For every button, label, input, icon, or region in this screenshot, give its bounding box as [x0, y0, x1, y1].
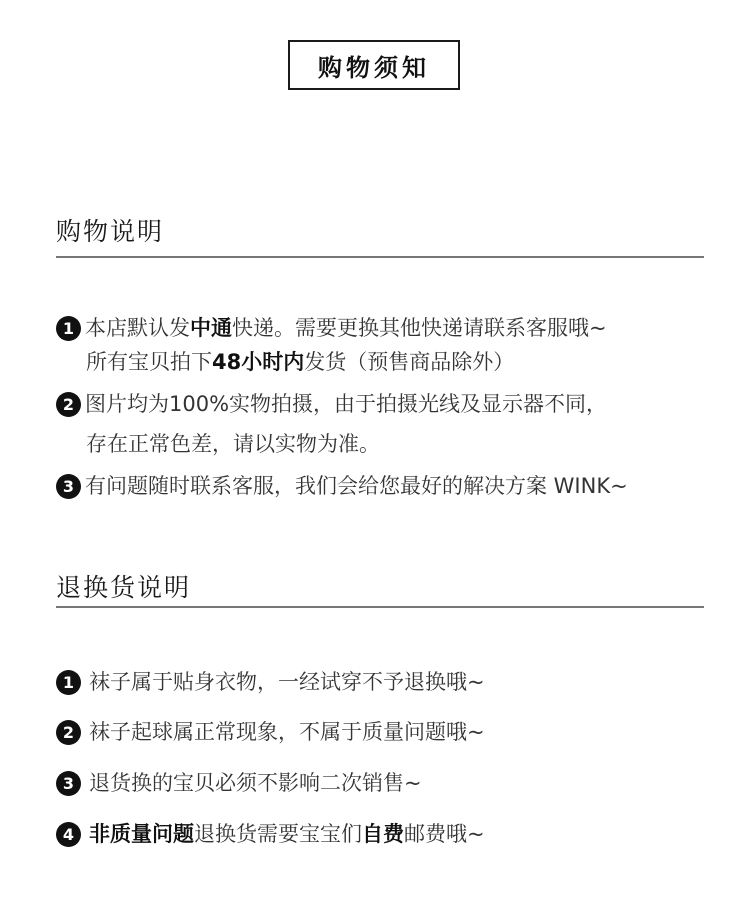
shopping-item-1-line-1 [56, 316, 607, 341]
shopping-item-2-line-2 [86, 434, 380, 455]
page-title [288, 40, 460, 90]
number-1-icon: 1 [56, 670, 81, 695]
shopping-item-1-text-a: 本店默认发 [85, 316, 190, 340]
shopping-item-2-text-a: 图片均为100%实物拍摄，由于拍摄光线及显示器不同， [85, 392, 608, 416]
number-3-icon: 3 [56, 771, 81, 796]
shopping-item-3-line-1 [56, 474, 628, 499]
returns-item-4-text-b: 退换货需要宝宝们 [194, 822, 362, 846]
returns-item-1-text: 袜子属于贴身衣物，一经试穿不予退换哦~ [89, 670, 485, 694]
shopping-item-1-courier: 中通 [190, 316, 232, 340]
number-1-icon: 1 [56, 316, 81, 341]
returns-notes-heading: 退换货说明 [56, 573, 192, 602]
returns-notes-divider [56, 606, 704, 608]
shopping-item-1-line-2 [86, 352, 514, 373]
returns-item-4-non-quality: 非质量问题 [89, 822, 194, 846]
number-2-icon: 2 [56, 392, 81, 417]
number-2-icon: 2 [56, 720, 81, 745]
shopping-item-2-line-1 [56, 392, 607, 417]
returns-item-3 [56, 771, 422, 796]
returns-item-4 [56, 822, 485, 847]
shopping-item-1-ship-time: 48小时内 [212, 350, 305, 374]
returns-item-4-text-d: 邮费哦~ [404, 822, 485, 846]
number-3-icon: 3 [56, 474, 81, 499]
returns-item-1 [56, 670, 485, 695]
shopping-notes-divider [56, 256, 704, 258]
shopping-item-1-text-e: 发货（预售商品除外） [304, 350, 515, 374]
returns-item-3-text: 退货换的宝贝必须不影响二次销售~ [89, 771, 422, 795]
shopping-item-1-text-c: 快递。需要更换其他快递请联系客服哦~ [232, 316, 607, 340]
returns-item-4-self-paid: 自费 [362, 822, 404, 846]
returns-item-2-text: 袜子起球属正常现象，不属于质量问题哦~ [89, 720, 485, 744]
shopping-item-1-text-d: 所有宝贝拍下 [86, 350, 212, 374]
number-4-icon: 4 [56, 822, 81, 847]
shopping-notes-heading: 购物说明 [56, 217, 165, 246]
page-title-text: 购物须知 [318, 53, 430, 82]
shopping-item-3-text: 有问题随时联系客服，我们会给您最好的解决方案 WINK~ [85, 474, 628, 498]
shopping-item-2-text-b: 存在正常色差，请以实物为准。 [86, 432, 380, 456]
returns-item-2 [56, 720, 485, 745]
